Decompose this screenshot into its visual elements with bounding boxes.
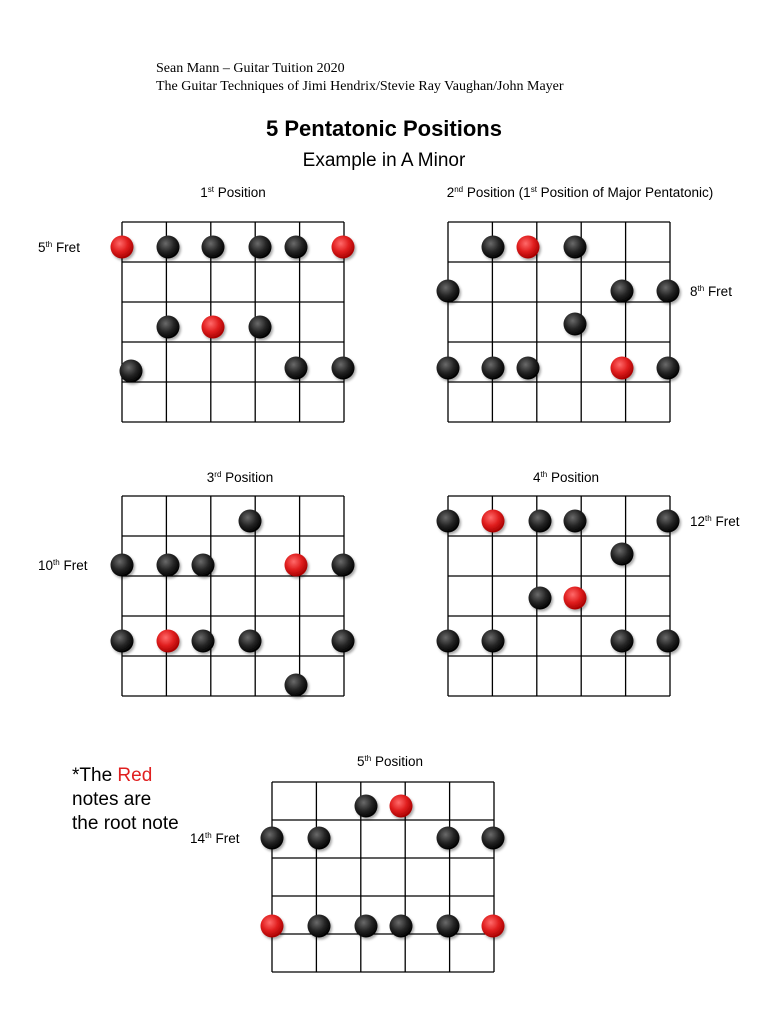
scale-note-dot: [249, 236, 272, 259]
root-note-dot: [111, 236, 134, 259]
scale-note-dot: [657, 630, 680, 653]
scale-note-dot: [332, 554, 355, 577]
root-note-dot: [285, 554, 308, 577]
fret-label-8: 8th Fret: [690, 284, 732, 299]
scale-note-dot: [261, 827, 284, 850]
scale-note-dot: [285, 236, 308, 259]
course-line: The Guitar Techniques of Jimi Hendrix/Stevie Ray Vaughan/John Mayer: [156, 79, 564, 94]
scale-note-dot: [437, 510, 460, 533]
root-note-legend: *The Red notes are the root note: [72, 765, 179, 834]
scale-note-dot: [657, 510, 680, 533]
scale-note-dot: [308, 827, 331, 850]
scale-note-dot: [529, 510, 552, 533]
scale-note-dot: [157, 316, 180, 339]
scale-note-dot: [564, 510, 587, 533]
scale-note-dot: [657, 280, 680, 303]
scale-note-dot: [355, 795, 378, 818]
root-note-dot: [261, 915, 284, 938]
root-note-dot: [611, 357, 634, 380]
scale-note-dot: [192, 554, 215, 577]
scale-note-dot: [308, 915, 331, 938]
scale-note-dot: [611, 280, 634, 303]
position-4-label: 4th Position: [533, 470, 599, 485]
root-note-dot: [332, 236, 355, 259]
fret-label-10: 10th Fret: [38, 558, 88, 573]
position-5-label: 5th Position: [357, 754, 423, 769]
page-title: 5 Pentatonic Positions: [266, 116, 502, 141]
root-note-dot: [202, 316, 225, 339]
red-word: Red: [117, 765, 153, 786]
scale-note-dot: [482, 630, 505, 653]
scale-note-dot: [517, 357, 540, 380]
scale-note-dot: [657, 357, 680, 380]
scale-note-dot: [564, 313, 587, 336]
scale-note-dot: [437, 630, 460, 653]
root-note-dot: [564, 587, 587, 610]
scale-note-dot: [239, 510, 262, 533]
scale-note-dot: [157, 554, 180, 577]
scale-note-dot: [285, 357, 308, 380]
scale-note-dot: [285, 674, 308, 697]
scale-note-dot: [529, 587, 552, 610]
fretboard-position-1: [111, 222, 355, 422]
scale-note-dot: [355, 915, 378, 938]
scale-note-dot: [390, 915, 413, 938]
scale-note-dot: [564, 236, 587, 259]
scale-note-dot: [120, 360, 143, 383]
scale-note-dot: [111, 630, 134, 653]
scale-note-dot: [437, 827, 460, 850]
scale-note-dot: [482, 827, 505, 850]
scale-note-dot: [332, 357, 355, 380]
scale-note-dot: [192, 630, 215, 653]
scale-note-dot: [249, 316, 272, 339]
author-line: Sean Mann – Guitar Tuition 2020: [156, 61, 345, 76]
root-note-dot: [390, 795, 413, 818]
scale-note-dot: [482, 357, 505, 380]
scale-note-dot: [239, 630, 262, 653]
position-1-label: 1st Position: [200, 185, 266, 200]
scale-note-dot: [157, 236, 180, 259]
scale-note-dot: [202, 236, 225, 259]
position-3-label: 3rd Position: [206, 470, 274, 485]
scale-note-dot: [611, 630, 634, 653]
fret-label-5: 5th Fret: [38, 240, 80, 255]
root-note-dot: [482, 915, 505, 938]
page-subtitle: Example in A Minor: [302, 150, 466, 171]
fret-label-14: 14th Fret: [190, 831, 240, 846]
fret-label-12: 12th Fret: [690, 514, 740, 529]
scale-note-dot: [482, 236, 505, 259]
scale-note-dot: [332, 630, 355, 653]
root-note-dot: [482, 510, 505, 533]
scale-note-dot: [437, 915, 460, 938]
scale-note-dot: [111, 554, 134, 577]
scale-note-dot: [437, 280, 460, 303]
position-2-label: 2nd Position (1st Position of Major Pentatonic): [446, 185, 714, 200]
root-note-dot: [517, 236, 540, 259]
fretboard-position-3: [111, 496, 355, 697]
fretboard-position-4: [437, 496, 680, 696]
root-note-dot: [157, 630, 180, 653]
fretboard-position-5: [261, 782, 505, 972]
fretboard-position-2: [437, 222, 680, 422]
scale-note-dot: [437, 357, 460, 380]
scale-note-dot: [611, 543, 634, 566]
